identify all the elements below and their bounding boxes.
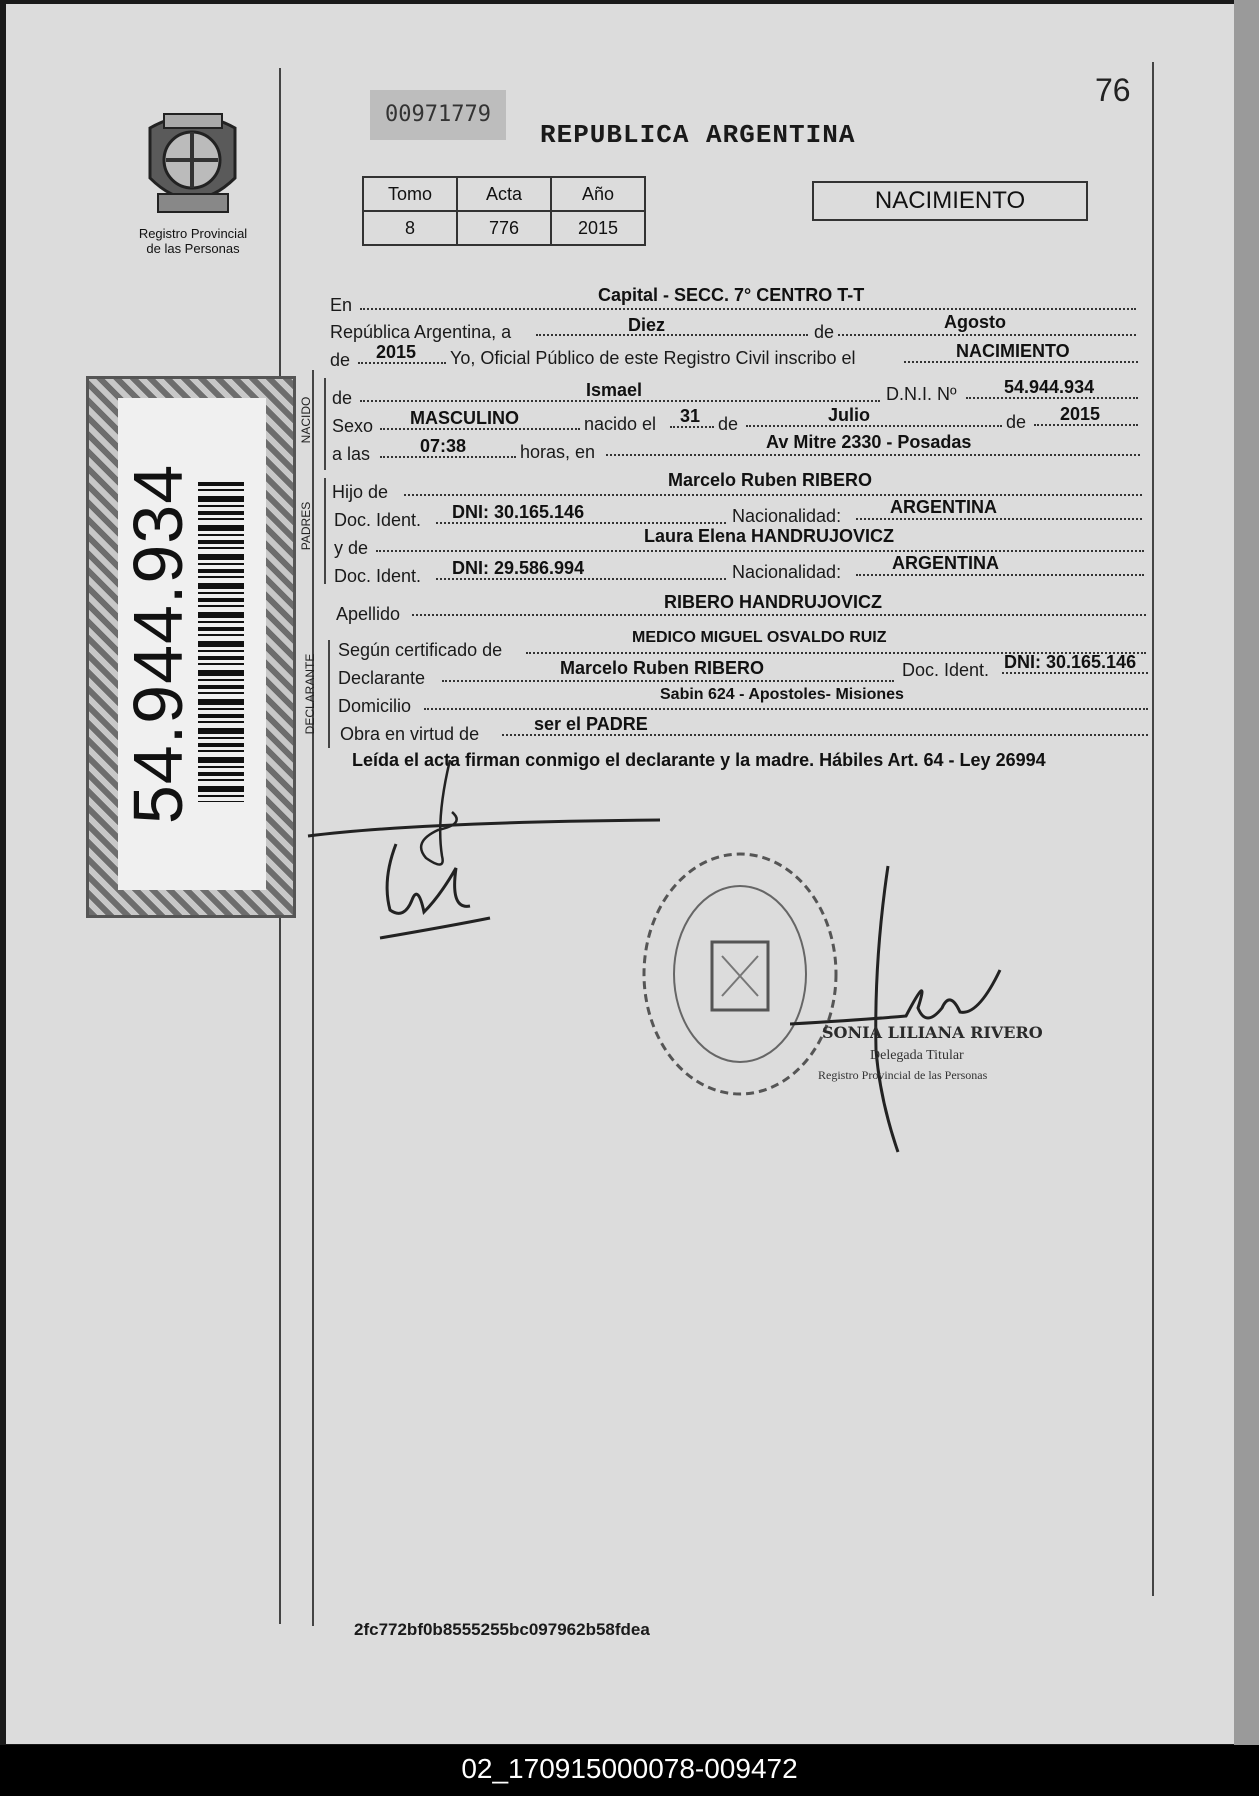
value-nacimiento-mes: Julio [828, 405, 871, 425]
label-de-anio: de [330, 350, 351, 370]
value-virtud: ser el PADRE [534, 714, 648, 734]
label-doc-ident-2: Doc. Ident. [334, 566, 422, 586]
scan-id-bar: 02_170915000078-009472 [0, 1745, 1259, 1796]
value-hora: 07:38 [420, 436, 467, 456]
closing-statement: Leída el acta firman conmigo el declarante y la madre. Hábiles Art. 64 - Ley 26994 [352, 750, 1046, 770]
right-margin-rule [1152, 62, 1154, 1596]
value-nacimiento-dia: 31 [680, 406, 701, 426]
declarant-signature [300, 760, 670, 960]
label-oficial: Yo, Oficial Público de este Registro Civil inscribo el [450, 348, 856, 368]
dotted-line [838, 334, 1136, 336]
country-title: REPUBLICA ARGENTINA [540, 120, 856, 150]
label-doc-ident-3: Doc. Ident. [902, 660, 990, 680]
dotted-line [412, 614, 1146, 616]
dotted-line [404, 494, 1142, 496]
value-apellido: RIBERO HANDRUJOVICZ [664, 592, 883, 612]
section-label-nacido: NACIDO [299, 396, 313, 444]
value-dni: 54.944.934 [1004, 377, 1095, 397]
header-acta: Acta [457, 177, 551, 211]
value-anio: 2015 [551, 211, 645, 245]
stub-dni: 54.944.934 [119, 463, 197, 825]
barcode [198, 482, 244, 802]
label-republica: República Argentina, a [330, 322, 512, 342]
page-number: 76 [1095, 72, 1131, 108]
value-padre-nacionalidad: ARGENTINA [890, 497, 997, 517]
label-de-2: de [1006, 412, 1027, 432]
document-hash: 2fc772bf0b8555255bc097962b58fdea [354, 1620, 650, 1639]
label-apellido: Apellido [336, 604, 401, 624]
label-de-nombre: de [332, 388, 353, 408]
value-mes: Agosto [944, 312, 1006, 332]
value-dia: Diez [628, 315, 666, 335]
value-padre-doc: DNI: 30.165.146 [452, 502, 585, 522]
value-padre: Marcelo Ruben RIBERO [668, 470, 873, 490]
dotted-line [856, 518, 1142, 520]
label-declarante: Declarante [338, 668, 426, 688]
official-title: Delegada Titular [870, 1048, 964, 1063]
serial-number: 00971779 [370, 90, 506, 140]
registry-table [362, 176, 646, 246]
dotted-line [442, 680, 894, 682]
label-doc-ident-1: Doc. Ident. [334, 510, 422, 530]
label-y-de: y de [334, 538, 369, 558]
section-divider [324, 378, 326, 470]
label-hijo-de: Hijo de [332, 482, 389, 502]
value-declarante: Marcelo Ruben RIBERO [560, 658, 765, 678]
value-certificado: MEDICO MIGUEL OSVALDO RUIZ [632, 629, 887, 646]
section-label-declarante: DECLARANTE [303, 653, 317, 735]
section-divider [324, 478, 326, 584]
value-domicilio: Sabin 624 - Apostoles- Misiones [660, 686, 904, 703]
label-en: En [330, 295, 353, 315]
value-sexo: MASCULINO [410, 408, 519, 428]
dotted-line [424, 708, 1148, 710]
label-a-las: a las [332, 444, 371, 464]
value-lugar: Capital - SECC. 7° CENTRO T-T [598, 285, 865, 305]
label-de-1: de [718, 414, 739, 434]
label-de-mes: de [814, 322, 835, 342]
value-declarante-doc: DNI: 30.165.146 [1004, 652, 1137, 672]
scan-edge [1234, 0, 1259, 1745]
section-label-padres: PADRES [299, 501, 313, 551]
label-dni: D.N.I. Nº [886, 384, 957, 404]
official-signature [790, 860, 1020, 1160]
registry-name: Registro Provincial de las Personas [138, 226, 248, 256]
official-name: SONIA LILIANA RIVERO [822, 1023, 1043, 1042]
dotted-line [746, 425, 1002, 427]
province-seal-logo [140, 108, 245, 223]
label-sexo: Sexo [332, 416, 374, 436]
value-acta: 776 [457, 211, 551, 245]
value-nombre: Ismael [586, 380, 643, 400]
value-acto: NACIMIENTO [956, 341, 1070, 361]
label-nacionalidad-2: Nacionalidad: [732, 562, 842, 582]
inner-margin-rule [312, 370, 314, 1626]
header-anio: Año [551, 177, 645, 211]
value-lugar-nacimiento: Av Mitre 2330 - Posadas [766, 432, 972, 452]
label-horas-en: horas, en [520, 442, 596, 462]
label-obra-en-virtud: Obra en virtud de [340, 724, 480, 744]
value-tomo: 8 [363, 211, 457, 245]
value-anio: 2015 [376, 342, 417, 362]
dotted-line [376, 550, 1144, 552]
header-tomo: Tomo [363, 177, 457, 211]
label-nacido-el: nacido el [584, 414, 657, 434]
value-madre-doc: DNI: 29.586.994 [452, 558, 585, 578]
document-type: NACIMIENTO [812, 181, 1088, 221]
dotted-line [606, 454, 1140, 456]
label-segun-certificado: Según certificado de [338, 640, 503, 660]
value-madre: Laura Elena HANDRUJOVICZ [644, 526, 895, 546]
section-divider [328, 640, 330, 748]
value-nacimiento-anio: 2015 [1060, 404, 1101, 424]
label-nacionalidad-1: Nacionalidad: [732, 506, 842, 526]
label-domicilio: Domicilio [338, 696, 412, 716]
official-office: Registro Provincial de las Personas [818, 1068, 988, 1082]
dotted-line [856, 574, 1144, 576]
value-madre-nacionalidad: ARGENTINA [892, 553, 999, 573]
dotted-line [536, 334, 808, 336]
dotted-line [360, 308, 1136, 310]
